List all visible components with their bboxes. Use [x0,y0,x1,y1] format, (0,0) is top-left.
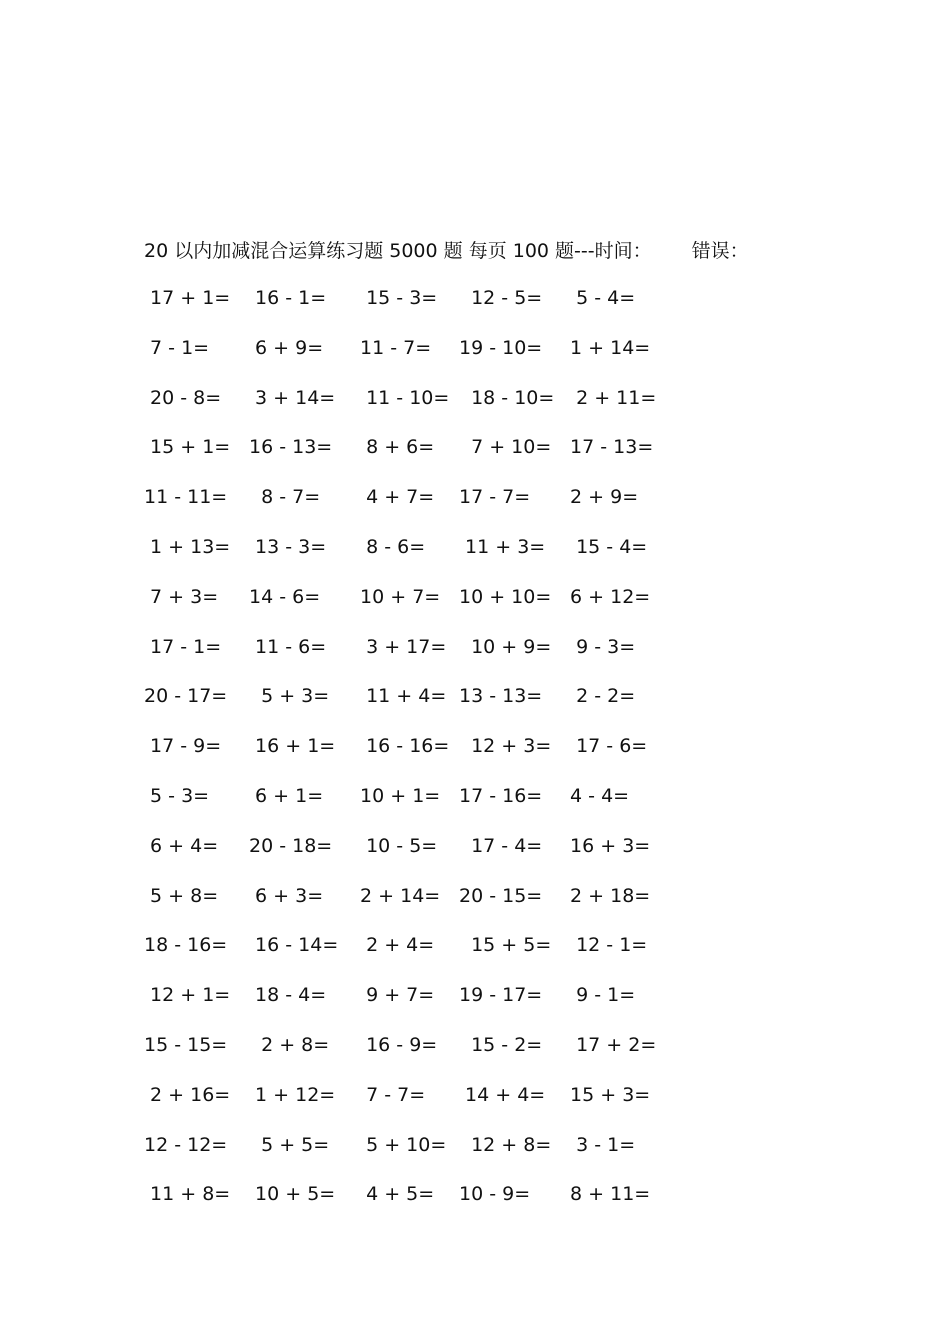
problem-item: 1 + 14= [564,336,651,359]
problem-item: 13 - 3= [249,535,327,558]
problem-item: 2 + 16= [144,1083,231,1106]
problem-item: 5 + 8= [144,884,219,907]
problem-item: 17 - 13= [564,436,654,459]
problem-item: 2 + 11= [564,386,657,409]
problem-item: 10 + 5= [249,1183,336,1206]
problem-row [144,386,684,436]
problem-item: 17 - 6= [564,735,648,758]
problem-item: 20 - 18= [249,834,333,857]
problem-item: 4 + 5= [354,1183,435,1206]
problem-row [144,1083,684,1133]
problem-item: 18 - 16= [144,934,228,957]
problem-item: 19 - 10= [459,336,543,359]
problem-item: 15 - 2= [459,1033,543,1056]
problem-item: 17 - 1= [144,635,222,658]
problem-item: 20 - 17= [144,685,228,708]
problem-row [144,635,684,685]
problem-row [144,684,684,734]
problem-item: 16 - 14= [249,934,339,957]
problem-item: 5 + 5= [249,1133,330,1156]
problem-item: 17 - 7= [459,486,531,509]
problem-item: 4 + 7= [354,486,435,509]
problem-item: 2 - 2= [564,685,636,708]
problem-row [144,834,684,884]
problem-row [144,336,684,386]
problem-row [144,1033,684,1083]
problem-item: 20 - 15= [459,884,543,907]
problem-item: 8 + 11= [564,1183,651,1206]
problem-item: 8 + 6= [354,436,435,459]
problem-grid [144,286,684,1232]
problem-item: 11 + 8= [144,1183,231,1206]
problem-item: 18 - 4= [249,984,327,1007]
problem-item: 16 - 9= [354,1033,438,1056]
problem-item: 13 - 13= [459,685,543,708]
problem-item: 5 + 3= [249,685,330,708]
problem-item: 10 + 7= [354,585,441,608]
problem-item: 17 - 9= [144,735,222,758]
problem-row [144,884,684,934]
problem-item: 15 - 3= [354,287,438,309]
problem-item: 6 + 9= [249,336,324,359]
problem-item: 14 + 4= [459,1083,546,1106]
problem-item: 2 + 9= [564,486,639,509]
problem-item: 16 - 16= [354,735,450,758]
problem-item: 17 + 1= [144,287,231,309]
problem-item: 11 + 4= [354,685,447,708]
problem-item: 3 + 14= [249,386,336,409]
problem-item: 2 + 14= [354,884,441,907]
problem-item: 12 - 12= [144,1133,228,1156]
problem-item: 8 - 6= [354,535,426,558]
problem-item: 17 - 16= [459,784,543,807]
problem-item: 6 + 3= [249,884,324,907]
problem-item: 10 - 5= [354,834,438,857]
problem-item: 15 - 4= [564,535,648,558]
problem-item: 6 + 12= [564,585,651,608]
problem-item: 2 + 4= [354,934,435,957]
problem-row [144,1133,684,1183]
problem-row [144,983,684,1033]
problem-item: 16 + 3= [564,834,651,857]
problem-item: 18 - 10= [459,386,555,409]
problem-item: 20 - 8= [144,386,222,409]
problem-item: 16 - 13= [249,436,333,459]
page-title [144,236,749,263]
errors-label: 错误： [691,240,749,262]
problem-item: 7 + 10= [459,436,552,459]
problem-item: 7 - 1= [144,336,210,359]
problem-item: 6 + 4= [144,834,219,857]
problem-item: 15 + 5= [459,934,552,957]
problem-row [144,585,684,635]
problem-item: 10 - 9= [459,1183,531,1206]
problem-row [144,435,684,485]
problem-item: 6 + 1= [249,784,324,807]
problem-item: 11 - 6= [249,635,327,658]
problem-item: 9 - 3= [564,635,636,658]
problem-row [144,485,684,535]
problem-item: 11 - 10= [354,386,450,409]
problem-item: 17 - 4= [459,834,543,857]
problem-item: 9 - 1= [564,984,636,1007]
problem-item: 12 + 3= [459,735,552,758]
problem-item: 16 - 1= [249,287,327,309]
problem-item: 12 - 5= [459,287,543,309]
problem-item: 10 + 10= [459,585,552,608]
problem-item: 2 + 18= [564,884,651,907]
problem-item: 7 - 7= [354,1083,426,1106]
problem-row [144,784,684,834]
problem-item: 11 - 11= [144,486,228,509]
problem-item: 3 + 17= [354,635,447,658]
problem-item: 12 + 8= [459,1133,552,1156]
problem-item: 10 + 1= [354,784,441,807]
problem-item: 5 + 10= [354,1133,447,1156]
problem-item: 8 - 7= [249,486,321,509]
problem-row [144,535,684,585]
problem-item: 14 - 6= [249,585,321,608]
problem-item: 15 - 15= [144,1033,228,1056]
problem-item: 12 - 1= [564,934,648,957]
problem-item: 11 - 7= [354,336,432,359]
problem-item: 15 + 1= [144,436,231,459]
problem-item: 5 - 4= [564,287,636,309]
problem-item: 2 + 8= [249,1033,330,1056]
problem-item: 12 + 1= [144,984,231,1007]
problem-item: 1 + 13= [144,535,231,558]
problem-item: 5 - 3= [144,784,210,807]
problem-item: 7 + 3= [144,585,219,608]
problem-item: 19 - 17= [459,984,543,1007]
title-text: 20 以内加减混合运算练习题 5000 题 每页 100 题---时间： [144,240,652,262]
problem-item: 15 + 3= [564,1083,651,1106]
problem-item: 9 + 7= [354,984,435,1007]
problem-item: 17 + 2= [564,1033,657,1056]
problem-row [144,933,684,983]
problem-item: 10 + 9= [459,635,552,658]
problem-item: 16 + 1= [249,735,336,758]
problem-row [144,1182,684,1232]
problem-item: 1 + 12= [249,1083,336,1106]
problem-item: 3 - 1= [564,1133,636,1156]
problem-row [144,286,684,336]
problem-row [144,734,684,784]
problem-item: 11 + 3= [459,535,546,558]
problem-item: 4 - 4= [564,784,630,807]
